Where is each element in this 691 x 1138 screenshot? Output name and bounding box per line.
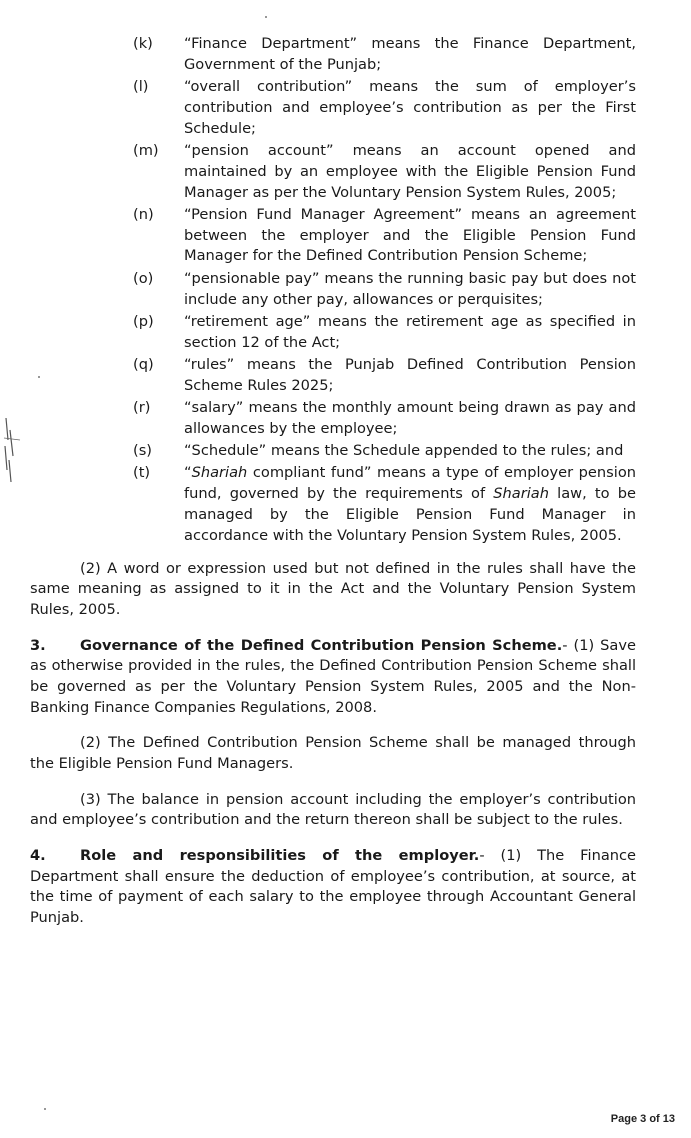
definition-item [30, 441, 636, 462]
definition-label: (s) [133, 442, 152, 460]
definition-open-quote: “ [184, 464, 192, 482]
definition-text: “Finance Department” means the Finance Department, Government of the Punjab; [184, 35, 636, 73]
definition-label: (o) [133, 269, 154, 287]
page-number: Page 3 of 13 [610, 1113, 675, 1125]
definition-label: (r) [133, 399, 151, 417]
definition-label: (k) [133, 35, 153, 52]
definitions-list [30, 34, 636, 547]
section-4 [30, 846, 636, 929]
definition-text: “pensionable pay” means the running basic pay but does not include any other pay, allowances or perquisites; [184, 269, 636, 308]
definition-text: “overall contribution” means the sum of employer’s contribution and employee’s contribution as per the First Schedule; [184, 78, 636, 137]
document-page [30, 34, 636, 944]
section-heading: Governance of the Defined Contribution Pension Scheme. [80, 636, 563, 654]
section-body: - (1) Save as otherwise provided in the rules, the Defined Contribution Pension Scheme shall be governed as per the Voluntary Pension System Rules, 2005 and the Non-Banking Finance Companies Regulations, 2008. [30, 636, 636, 716]
definition-item [30, 141, 636, 203]
definition-text: “rules” means the Punjab Defined Contribution Pension Scheme Rules 2025; [184, 355, 636, 394]
definition-text: “Pension Fund Manager Agreement” means an agreement between the employer and the Eligible Pension Fund Manager for the Defined Contribution Pension Scheme; [184, 205, 636, 265]
handwritten-margin-mark [2, 410, 24, 490]
section-heading: Role and responsibilities of the employer. [80, 846, 480, 864]
definition-item [30, 355, 636, 397]
section-body: - (1) The Finance Department shall ensure the deduction of employee’s contribution, at source, at the time of payment of each salary to the employee through Accountant General Punjab. [30, 846, 637, 927]
definition-item [30, 463, 636, 546]
scan-speck [44, 1108, 46, 1110]
definition-label: (n) [133, 205, 154, 223]
definition-item [30, 312, 636, 354]
definition-item [30, 34, 636, 76]
section-number: 3. [30, 636, 46, 654]
definition-text: compliant fund” means a type of employer pension fund, governed by the requirements of [184, 464, 636, 503]
rule-2-sub-2: (2) A word or expression used but not defined in the rules shall have the same meaning as assigned to it in the Act and the Voluntary Pension System Rules, 2005. [30, 559, 636, 619]
definition-label: (m) [133, 141, 159, 159]
section-3 [30, 636, 636, 719]
definition-item [30, 398, 636, 440]
section-3-sub-3: (3) The balance in pension account including the employer’s contribution and employee’s contribution and the return thereon shall be subject to the rules. [30, 790, 636, 829]
section-number: 4. [30, 846, 46, 864]
definition-text: “pension account” means an account opened and maintained by an employee with the Eligible Pension Fund Manager as per the Voluntary Pension System Rules, 2005; [184, 141, 636, 201]
definition-italic-term: Shariah [191, 464, 248, 482]
definition-text: “salary” means the monthly amount being drawn as pay and allowances by the employee; [184, 399, 636, 437]
definition-label: (t) [133, 464, 151, 482]
section-3-sub-2: (2) The Defined Contribution Pension Scheme shall be managed through the Eligible Pension Fund Managers. [30, 734, 636, 773]
definition-italic-term: Shariah [493, 485, 549, 503]
definition-text: law, to be managed by the Eligible Pension Fund Manager in accordance with the Voluntary Pension System Rules, 2005. [184, 485, 636, 544]
scan-speck [265, 16, 267, 18]
definition-text: “Schedule” means the Schedule appended to the rules; and [184, 442, 624, 460]
definition-text: “retirement age” means the retirement age as specified in section 12 of the Act; [184, 312, 636, 351]
definition-label: (q) [133, 355, 154, 373]
definition-item [30, 77, 636, 139]
definition-item [30, 205, 636, 267]
definition-label: (l) [133, 78, 149, 96]
definition-label: (p) [133, 312, 154, 330]
definition-item [30, 269, 636, 311]
